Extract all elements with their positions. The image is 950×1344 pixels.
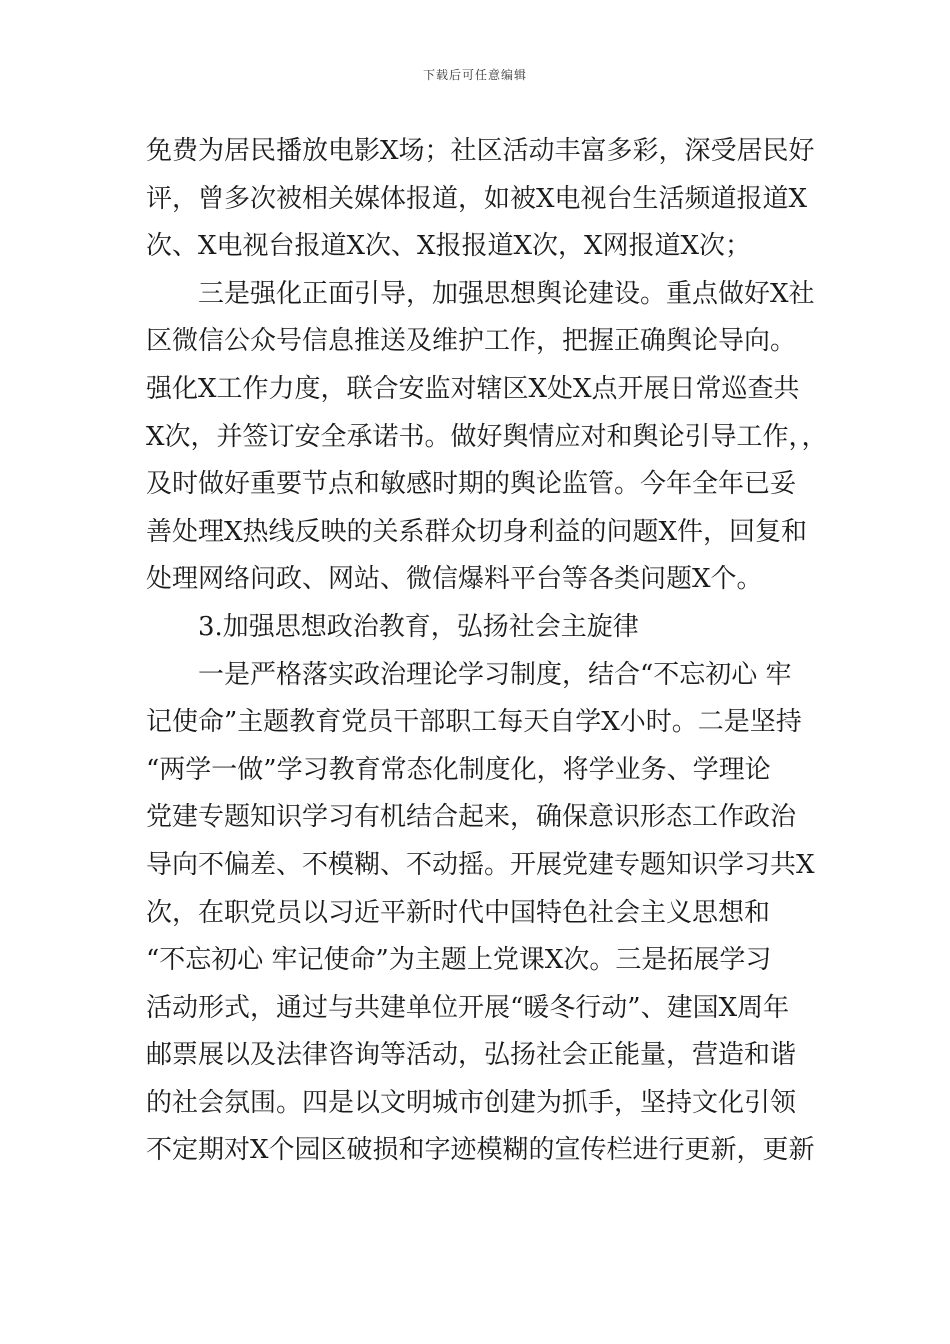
- text-line: 邮票展以及法律咨询等活动，弘扬社会正能量，营造和谐: [146, 1040, 797, 1071]
- text-line: 一是严格落实政治理论学习制度，结合“不忘初心 牢: [198, 659, 792, 690]
- text-line: 次、X电视台报道X次、X报报道X次，X网报道X次；: [146, 231, 752, 262]
- text-line: “两学一做”学习教育常态化制度化，将学业务、学理论: [146, 754, 771, 785]
- text-line: 处理网络问政、网站、微信爆料平台等各类问题X个。: [146, 564, 763, 595]
- text-line: 三是强化正面引导，加强思想舆论建设。重点做好X社: [198, 278, 815, 309]
- text-line: 次，在职党员以习近平新时代中国特色社会主义思想和: [146, 897, 771, 928]
- text-line: 免费为居民播放电影X场；社区活动丰富多彩，深受居民好: [146, 136, 815, 166]
- text-line: 党建专题知识学习有机结合起来，确保意识形态工作政治: [146, 802, 797, 833]
- text-line: 的社会氛围。四是以文明城市创建为抓手，坚持文化引领: [146, 1087, 797, 1118]
- text-line: 不定期对X个园区破损和字迹模糊的宣传栏进行更新，更新: [146, 1135, 815, 1166]
- header-note: 下载后可任意编辑: [422, 68, 527, 82]
- text-line: 导向不偏差、不模糊、不动摇。开展党建专题知识学习共X: [146, 849, 815, 880]
- text-line: 活动形式，通过与共建单位开展“暖冬行动”、建国X周年: [146, 992, 790, 1023]
- document-body: [146, 128, 828, 1175]
- text-line: X次，并签订安全承诺书。做好舆情应对和舆论引导工作，，: [146, 421, 828, 452]
- text-line: 记使命”主题教育党员干部职工每天自学X小时。二是坚持: [146, 707, 802, 738]
- text-line: 强化X工作力度，联合安监对辖区X处X点开展日常巡查共: [146, 373, 800, 404]
- text-line: “不忘初心 牢记使命”为主题上党课X次。三是拓展学习: [146, 945, 772, 976]
- section-heading: 3.加强思想政治教育，弘扬社会主旋律: [198, 611, 639, 642]
- text-line: 评，曾多次被相关媒体报道，如被X电视台生活频道报道X: [146, 183, 808, 214]
- text-line: 善处理X热线反映的关系群众切身利益的问题X件，回复和: [146, 516, 808, 547]
- text-line: 区微信公众号信息推送及维护工作，把握正确舆论导向。: [146, 326, 797, 357]
- text-line: 及时做好重要节点和敏感时期的舆论监管。今年全年已妥: [146, 469, 797, 500]
